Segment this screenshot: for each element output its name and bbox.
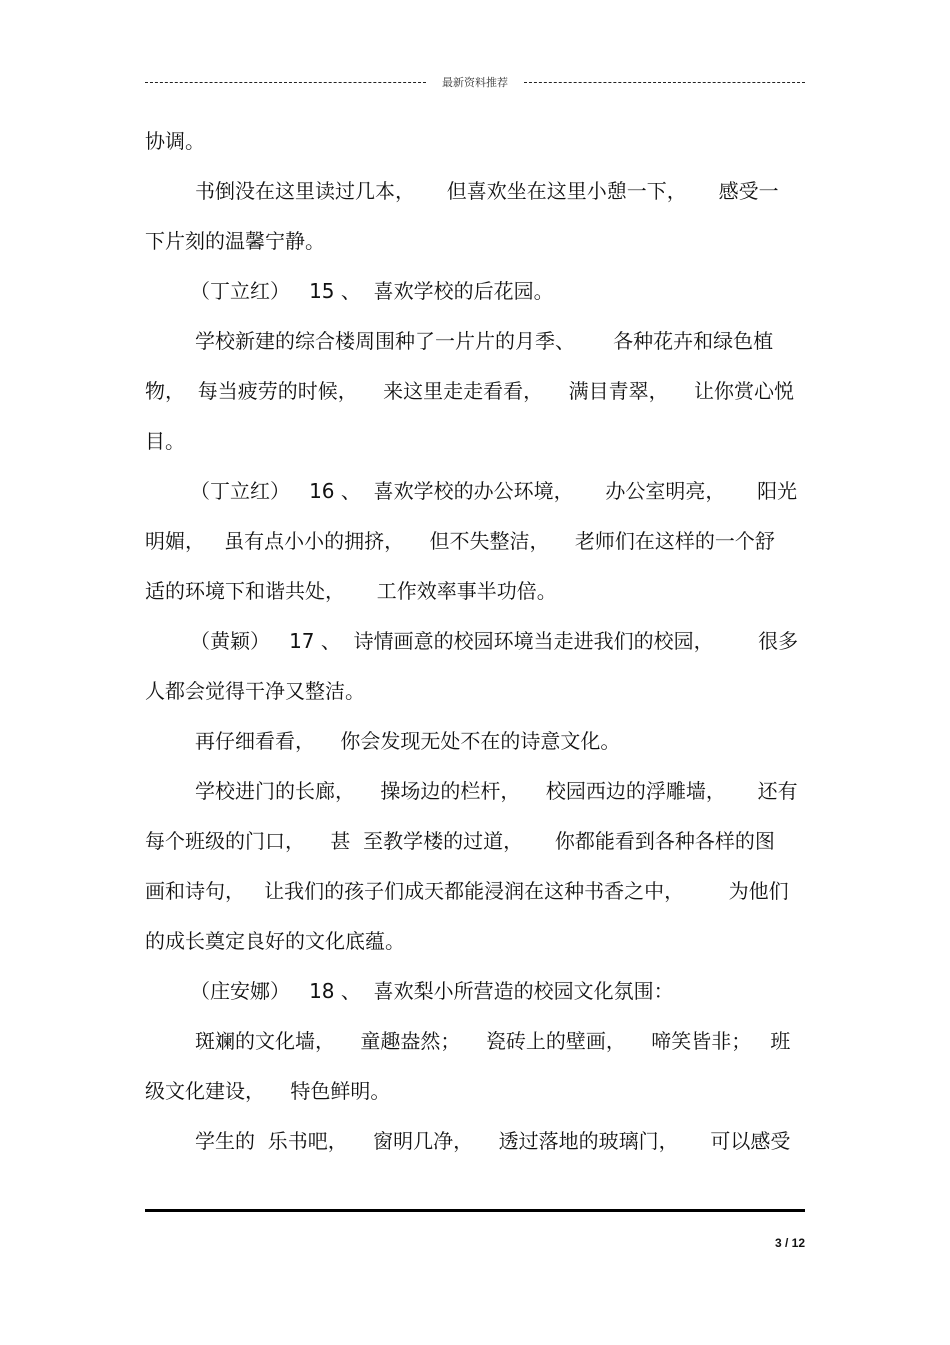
text-line: 适的环境下和谐共处， 工作效率事半功倍。 xyxy=(145,579,557,603)
text-line: 人都会觉得干净又整洁。 xyxy=(145,679,365,703)
text-line: 学校新建的综合楼周围种了一片片的月季、 各种花卉和绿色植 xyxy=(195,329,774,353)
text-line: 每个班级的门口， 甚 至教学楼的过道， 你都能看到各种各样的图 xyxy=(145,829,775,853)
text-line: 书倒没在这里读过几本， 但喜欢坐在这里小憩一下， 感受一 xyxy=(195,179,779,203)
header-dash-left xyxy=(145,82,426,83)
header-label: 最新资料推荐 xyxy=(442,76,508,89)
text-line: 目。 xyxy=(145,429,185,453)
text-line: 再仔细看看， 你会发现无处不在的诗意文化。 xyxy=(195,729,621,753)
text-line: 学校进门的长廊， 操场边的栏杆， 校园西边的浮雕墙， 还有 xyxy=(195,779,798,803)
text-line: 的成长奠定良好的文化底蕴。 xyxy=(145,929,405,953)
header-dash-right xyxy=(524,82,805,83)
page-header xyxy=(145,72,805,92)
text-line: 级文化建设， 特色鲜明。 xyxy=(145,1079,391,1103)
text-line: 协调。 xyxy=(145,129,205,153)
text-line: （丁立红） 16 、 喜欢学校的办公环境， 办公室明亮， 阳光 xyxy=(190,479,798,503)
text-line: 斑斓的文化墙， 童趣盎然； 瓷砖上的壁画， 啼笑皆非； 班 xyxy=(195,1029,791,1053)
text-line: 明媚， 虽有点小小的拥挤， 但不失整洁， 老师们在这样的一个舒 xyxy=(145,529,775,553)
text-line: （丁立红） 15 、 喜欢学校的后花园。 xyxy=(190,279,554,303)
text-line: 下片刻的温馨宁静。 xyxy=(145,229,325,253)
text-line: 物， 每当疲劳的时候， 来这里走走看看， 满目青翠， 让你赏心悦 xyxy=(145,379,795,403)
text-line: （黄颖） 17 、 诗情画意的校园环境当走进我们的校园， 很多 xyxy=(190,629,799,653)
text-line: 画和诗句， 让我们的孩子们成天都能浸润在这种书香之中， 为他们 xyxy=(145,879,789,903)
page-number: 3 / 12 xyxy=(774,1236,805,1250)
footer-rule xyxy=(145,1209,805,1212)
text-line: 学生的 乐书吧， 窗明几净， 透过落地的玻璃门， 可以感受 xyxy=(195,1129,791,1153)
text-line: （庄安娜） 18 、 喜欢梨小所营造的校园文化氛围： xyxy=(190,979,674,1003)
